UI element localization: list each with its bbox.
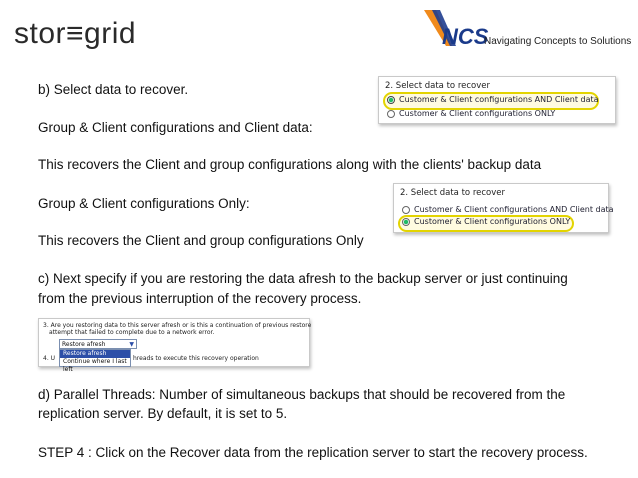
para-group-client-and-data: Group & Client configurations and Client data: (38, 120, 313, 135)
screenshot-select-data-1 (378, 76, 616, 124)
ncs-logo-text: NCS (442, 24, 489, 49)
screenshot2-heading: 2. Select data to recover (400, 188, 505, 198)
screenshot-select-data-2 (393, 183, 614, 233)
option-with-data-2[interactable] (402, 205, 614, 214)
restore-mode-dropdown (59, 349, 131, 373)
tagline: Navigating Concepts to Solutions (484, 36, 632, 47)
screenshot-restore-mode (38, 318, 312, 373)
radio-selected-icon[interactable] (387, 96, 395, 104)
threads-line-prefix: 4. U (43, 355, 56, 362)
storgrid-logo (14, 14, 136, 54)
option-with-data-label: Customer & Client configurations AND Client data (399, 95, 599, 104)
restore-question-line2: attempt that failed to complete due to a network error. (49, 329, 215, 336)
option-config-only-2[interactable] (402, 217, 570, 226)
para-recovers-only: This recovers the Client and group configurations Only (38, 233, 364, 248)
option-config-only-2-label: Customer & Client configurations ONLY (414, 217, 571, 226)
radio-icon[interactable] (402, 206, 410, 214)
option-with-data[interactable] (387, 95, 599, 104)
para-group-client-only: Group & Client configurations Only: (38, 196, 250, 211)
storgrid-logo-text: stor≡grid (14, 17, 137, 50)
restore-mode-select[interactable] (59, 339, 137, 349)
para-restore-afresh-1: c) Next specify if you are restoring the data afresh to the backup server or just continuing (38, 271, 568, 286)
para-parallel-threads-2: replication server. By default, it is set to 5. (38, 406, 288, 421)
option-with-data-2-label: Customer & Client configurations AND Client data (414, 205, 614, 214)
dropdown-option-continue[interactable]: Continue where I last left (63, 358, 127, 373)
screenshot1-heading: 2. Select data to recover (385, 81, 490, 91)
para-parallel-threads-1: d) Parallel Threads: Number of simultaneous backups that should be recovered from the (38, 387, 566, 402)
radio-selected-icon[interactable] (402, 218, 410, 226)
para-restore-afresh-2: from the previous interruption of the recovery process. (38, 291, 362, 306)
ncs-logo (420, 6, 630, 58)
restore-question-line1: 3. Are you restoring data to this server afresh or is this a continuation of previous restore (43, 322, 312, 329)
para-step4: STEP 4 : Click on the Recover data from the replication server to start the recovery process. (38, 445, 588, 460)
restore-mode-selected: Restore afresh (62, 340, 106, 348)
threads-line-suffix: hreads to execute this recovery operation (133, 355, 259, 362)
para-recovers-with-data: This recovers the Client and group configurations along with the clients' backup data (38, 157, 542, 172)
chevron-down-icon[interactable]: ▼ (129, 340, 134, 348)
dropdown-option-restore-afresh[interactable]: Restore afresh (60, 350, 130, 358)
para-select-data: b) Select data to recover. (38, 82, 189, 97)
option-config-only-label: Customer & Client configurations ONLY (399, 109, 556, 118)
radio-icon[interactable] (387, 110, 395, 118)
option-config-only[interactable] (387, 109, 555, 118)
